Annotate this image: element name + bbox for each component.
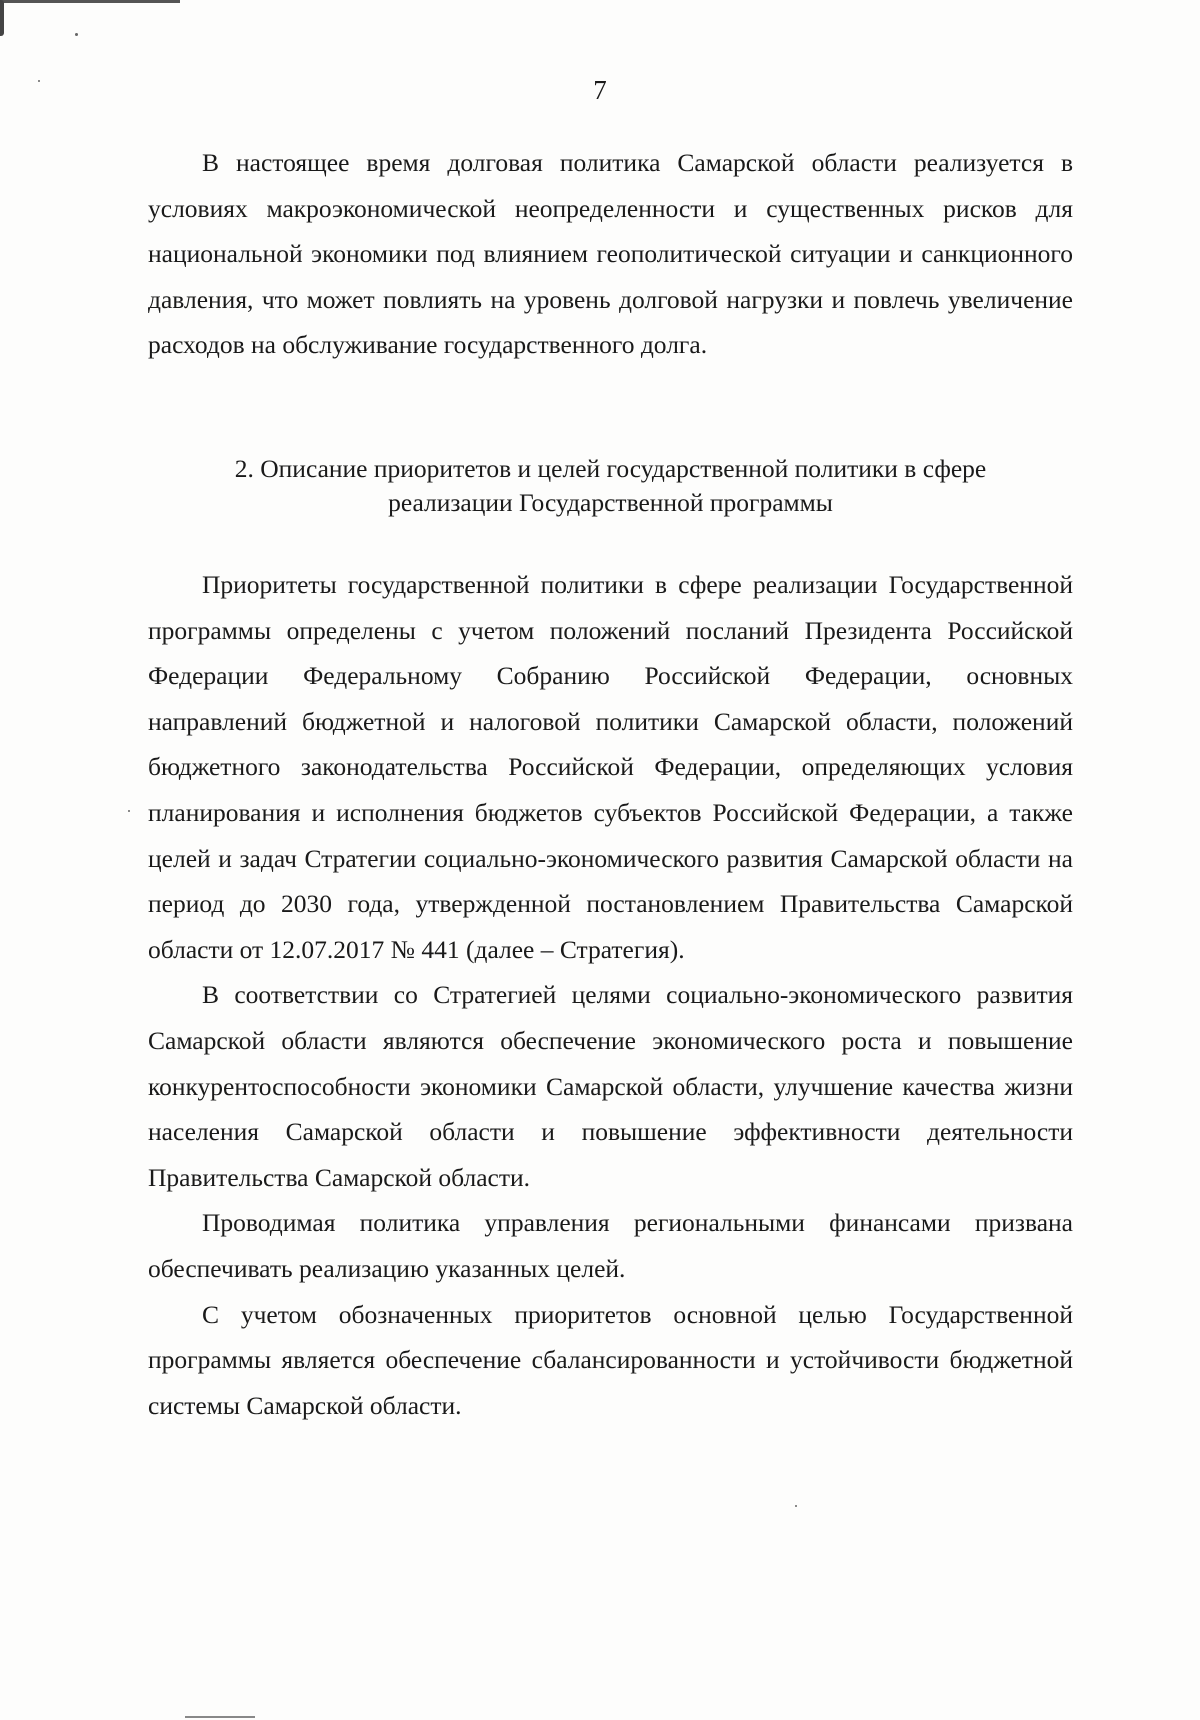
scan-speck: [75, 33, 78, 36]
paragraph-priorities: Приоритеты государственной политики в сфере реализации Государственной программы определены с учетом положений посланий Президента Российской Федерации Федеральному Собранию Российской Федерации, основных направлений бюджетной и налоговой политики Самарской области, положений бюджетного законодательства Российской Федерации, определяющих условия планирования и исполнения бюджетов субъектов Российской Федерации, а также целей и задач Стратегии социально-экономического развития Самарской области на период до 2030 года, утвержденной постановлением Правительства Самарской области от 12.07.2017 № 441 (далее – Стратегия).: [148, 570, 1073, 964]
paragraph-strategy-goals: В соответствии со Стратегией целями социально-экономического развития Самарской области являются обеспечение экономического роста и повышение конкурентоспособности экономики Самарской области, улучшение качества жизни населения Самарской области и повышение эффективности деятельности Правительства Самарской области.: [148, 980, 1073, 1192]
scan-speck: [128, 810, 130, 812]
intro-block: [148, 140, 1073, 368]
scan-edge-line-bottom: [185, 1716, 255, 1718]
paragraph-intro: В настоящее время долговая политика Самарской области реализуется в условиях макроэкономической неопределенности и существенных рисков для национальной экономики под влиянием геополитической ситуации и санкционного давления, что может повлиять на уровень долговой нагрузки и повлечь увеличение расходов на обслуживание государственного долга.: [148, 148, 1073, 360]
paragraph-finance-policy: Проводимая политика управления региональными финансами призвана обеспечивать реализацию указанных целей.: [148, 1208, 1073, 1283]
section-heading: [148, 452, 1073, 520]
section-heading-line-1: 2. Описание приоритетов и целей государственной политики в сфере: [234, 454, 987, 483]
page-number: 7: [593, 75, 607, 105]
scan-speck: [795, 1505, 797, 1507]
scan-edge-mark: [0, 0, 4, 36]
paragraph-program-goal: С учетом обозначенных приоритетов основной целью Государственной программы является обеспечение сбалансированности и устойчивости бюджетной системы Самарской области.: [148, 1299, 1073, 1420]
section-body: [148, 562, 1073, 1428]
scan-edge-line: [0, 0, 180, 3]
section-heading-line-2: реализации Государственной программы: [388, 488, 833, 517]
